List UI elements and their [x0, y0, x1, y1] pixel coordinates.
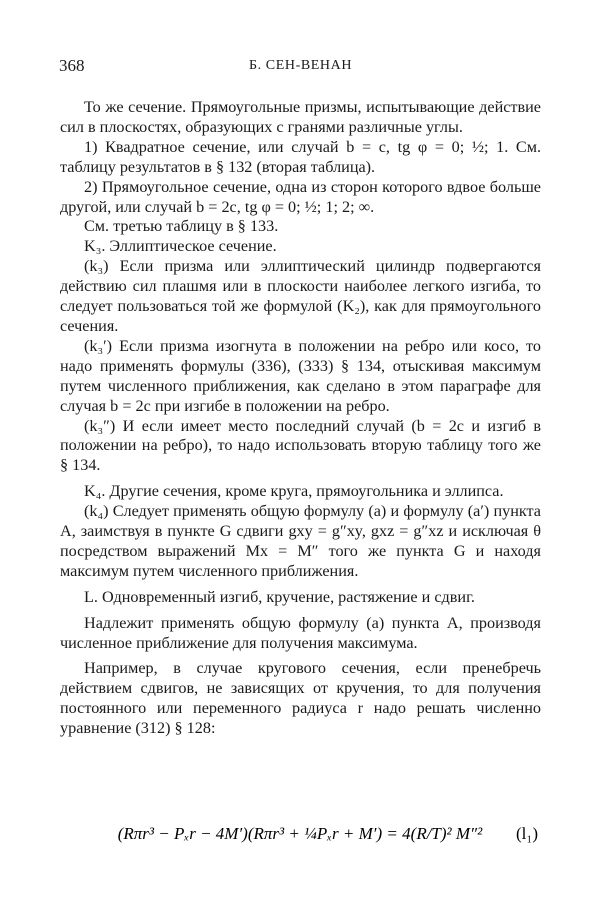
- paragraph: Надлежит применять общую формулу (a) пункта A, производя численное приближение для получения максимума.: [60, 613, 541, 652]
- paragraph: (k₄) Следует применять общую формулу (a) и формулу (a′) пункта A, заимствуя в пункте G сдвиги gxy = g″xy, gxz = g″xz и исключая θ посредством выражений Mx = M″ того же пункта G и находя максимум путем численного приближения.: [60, 502, 541, 580]
- paragraph: L. Одновременный изгиб, кручение, растяжение и сдвиг.: [84, 587, 475, 606]
- paragraph: Например, в случае кругового сечения, если пренебречь действием сдвигов, не зависящих от кручения, то для получения постоянного или переменного радиуса r надо решать численно уравнение (312) § 128:: [60, 659, 541, 738]
- equation-label: (l₁): [516, 824, 538, 843]
- paragraph: K₃. Эллиптическое сечение.: [84, 237, 277, 256]
- equation-block: [0, 810, 601, 855]
- paragraph: См. третью таблицу в § 133.: [84, 217, 279, 236]
- paragraph: (k₃) Если призма или эллиптический цилиндр подвергаются действию сил плашмя или в плоскости наиболее легкого изгиба, то следует пользоваться той же формулой (K₂), как для прямоугольного сечения.: [60, 257, 541, 335]
- paragraph: 1) Квадратное сечение, или случай b = c, tg φ = 0; ½; 1. См. таблицу результатов в § 132 (вторая таблица).: [60, 137, 541, 176]
- paragraph: (k₃″) И если имеет место последний случай (b = 2c и изгиб в положении на ребро), то надо использовать вторую таблицу того же § 134.: [60, 416, 541, 475]
- body-text: [60, 98, 541, 739]
- paragraph: 2) Прямоугольное сечение, одна из сторон которого вдвое больше другой, или случай b = 2c, tg φ = 0; ½; 1; 2; ∞.: [60, 177, 541, 216]
- paragraph: K₄. Другие сечения, кроме круга, прямоугольника и эллипса.: [84, 482, 504, 501]
- running-title: Б. СЕН-ВЕНАН: [248, 58, 353, 73]
- equation: (Rπr³ − Pₓr − 4M′)(Rπr³ + ¼Pₓr + M′) = 4(R/T)² M″²: [117, 824, 483, 843]
- page-number: 368: [59, 56, 85, 75]
- paragraph: То же сечение. Прямоугольные призмы, испытывающие действие сил в плоскостях, образующих с гранями различные углы.: [60, 98, 541, 136]
- paragraph: (k₃′) Если призма изогнута в положении на ребро или косо, то надо применять формулы (336), (333) § 134, отыскивая максимум путем численного приближения, как сделано в этом параграфе для случая b = 2c при изгибе в положении на ребро.: [60, 336, 541, 415]
